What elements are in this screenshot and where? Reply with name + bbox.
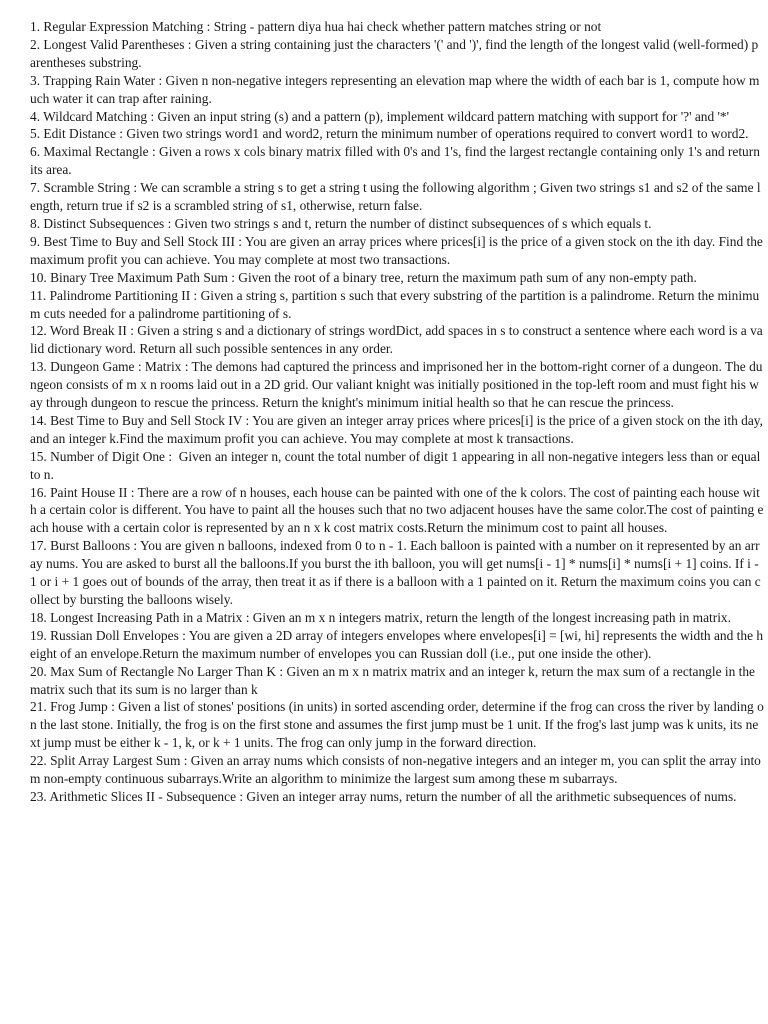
- problem-item: 13. Dungeon Game : Matrix : The demons had captured the princess and imprisoned her in the bottom-right corner of a dungeon. The dungeon consists of m x n rooms laid out in a 2D grid. Our valiant knight was initially positioned in the top-left room and must fight his way through dungeon to rescue the princess. Return the knight's minimum initial health so that he can rescue the princess.: [30, 359, 763, 411]
- problem-item: 15. Number of Digit One : Given an integer n, count the total number of digit 1 appearing in all non-negative integers less than or equal to n.: [30, 448, 764, 482]
- problem-item: 10. Binary Tree Maximum Path Sum : Given the root of a binary tree, return the maximum path sum of any non-empty path.: [30, 269, 697, 285]
- problem-item: 8. Distinct Subsequences : Given two strings s and t, return the number of distinct subsequences of s which equals t.: [30, 215, 652, 231]
- problem-item: 16. Paint House II : There are a row of n houses, each house can be painted with one of the k colors. The cost of painting each house with a certain color is different. You have to paint all the houses such that no two adjacent houses have the same color.The cost of painting each house with a certain color is represented by an n x k cost matrix costs.Return the minimum cost to paint all houses.: [30, 484, 764, 536]
- problem-item: 21. Frog Jump : Given a list of stones' positions (in units) in sorted ascending order, determine if the frog can cross the river by landing on the last stone. Initially, the frog is on the first stone and assumes the first jump must be 1 unit. If the frog's last jump was k units, its next jump must be either k - 1, k, or k + 1 units. The frog can only jump in the forward direction.: [30, 699, 764, 751]
- problem-item: 5. Edit Distance : Given two strings word1 and word2, return the minimum number of operations required to convert word1 to word2.: [30, 126, 749, 142]
- problem-item: 9. Best Time to Buy and Sell Stock III : You are given an array prices where prices[i] is the price of a given stock on the ith day. Find the maximum profit you can achieve. You may complete at most two transactions.: [30, 233, 767, 267]
- problem-item: 14. Best Time to Buy and Sell Stock IV : You are given an integer array prices where prices[i] is the price of a given stock on the ith day, and an integer k.Find the maximum profit you can achieve. You may complete at most k transactions.: [30, 412, 767, 446]
- problem-item: 20. Max Sum of Rectangle No Larger Than K : Given an m x n matrix matrix and an integer k, return the max sum of a rectangle in the matrix such that its sum is no larger than k: [30, 663, 759, 697]
- problem-item: 4. Wildcard Matching : Given an input string (s) and a pattern (p), implement wildcard pattern matching with support for '?' and '*': [30, 108, 730, 124]
- problem-item: 17. Burst Balloons : You are given n balloons, indexed from 0 to n - 1. Each balloon is painted with a number on it represented by an array nums. You are asked to burst all the balloons.If you burst the ith balloon, you will get nums[i - 1] * nums[i] * nums[i + 1] coins. If i - 1 or i + 1 goes out of bounds of the array, then treat it as if there is a balloon with a 1 painted on it. Return the maximum coins you can collect by bursting the balloons wisely.: [30, 538, 763, 607]
- problem-list: [30, 18, 767, 806]
- problem-item: 3. Trapping Rain Water : Given n non-negative integers representing an elevation map where the width of each bar is 1, compute how much water it can trap after raining.: [30, 72, 760, 106]
- problem-item: 18. Longest Increasing Path in a Matrix : Given an m x n integers matrix, return the length of the longest increasing path in matrix.: [30, 609, 731, 625]
- problem-item: 22. Split Array Largest Sum : Given an array nums which consists of non-negative integers and an integer m, you can split the array into m non-empty continuous subarrays.Write an algorithm to minimize the largest sum among these m subarrays.: [30, 753, 765, 787]
- problem-item: 19. Russian Doll Envelopes : You are given a 2D array of integers envelopes where envelopes[i] = [wi, hi] represents the width and the height of an envelope.Return the maximum number of envelopes you can Russian doll (i.e., put one inside the other).: [30, 627, 764, 661]
- problem-item: 6. Maximal Rectangle : Given a rows x cols binary matrix filled with 0's and 1's, find the largest rectangle containing only 1's and return its area.: [30, 144, 764, 178]
- problem-item: 2. Longest Valid Parentheses : Given a string containing just the characters '(' and ')', find the length of the longest valid (well-formed) parentheses substring.: [30, 36, 759, 70]
- problem-item: 1. Regular Expression Matching : String - pattern diya hua hai check whether pattern matches string or not: [30, 19, 602, 34]
- problem-item: 23. Arithmetic Slices II - Subsequence : Given an integer array nums, return the number of all the arithmetic subsequences of nums.: [30, 788, 737, 804]
- problem-item: 11. Palindrome Partitioning II : Given a string s, partition s such that every substring of the partition is a palindrome. Return the minimum cuts needed for a palindrome partitioning of s.: [30, 287, 760, 321]
- problem-item: 7. Scramble String : We can scramble a string s to get a string t using the following algorithm ; Given two strings s1 and s2 of the same length, return true if s2 is a scrambled string of s1, otherwise, return false.: [30, 180, 761, 214]
- problem-item: 12. Word Break II : Given a string s and a dictionary of strings wordDict, add spaces in s to construct a sentence where each word is a valid dictionary word. Return all such possible sentences in any order.: [30, 323, 763, 357]
